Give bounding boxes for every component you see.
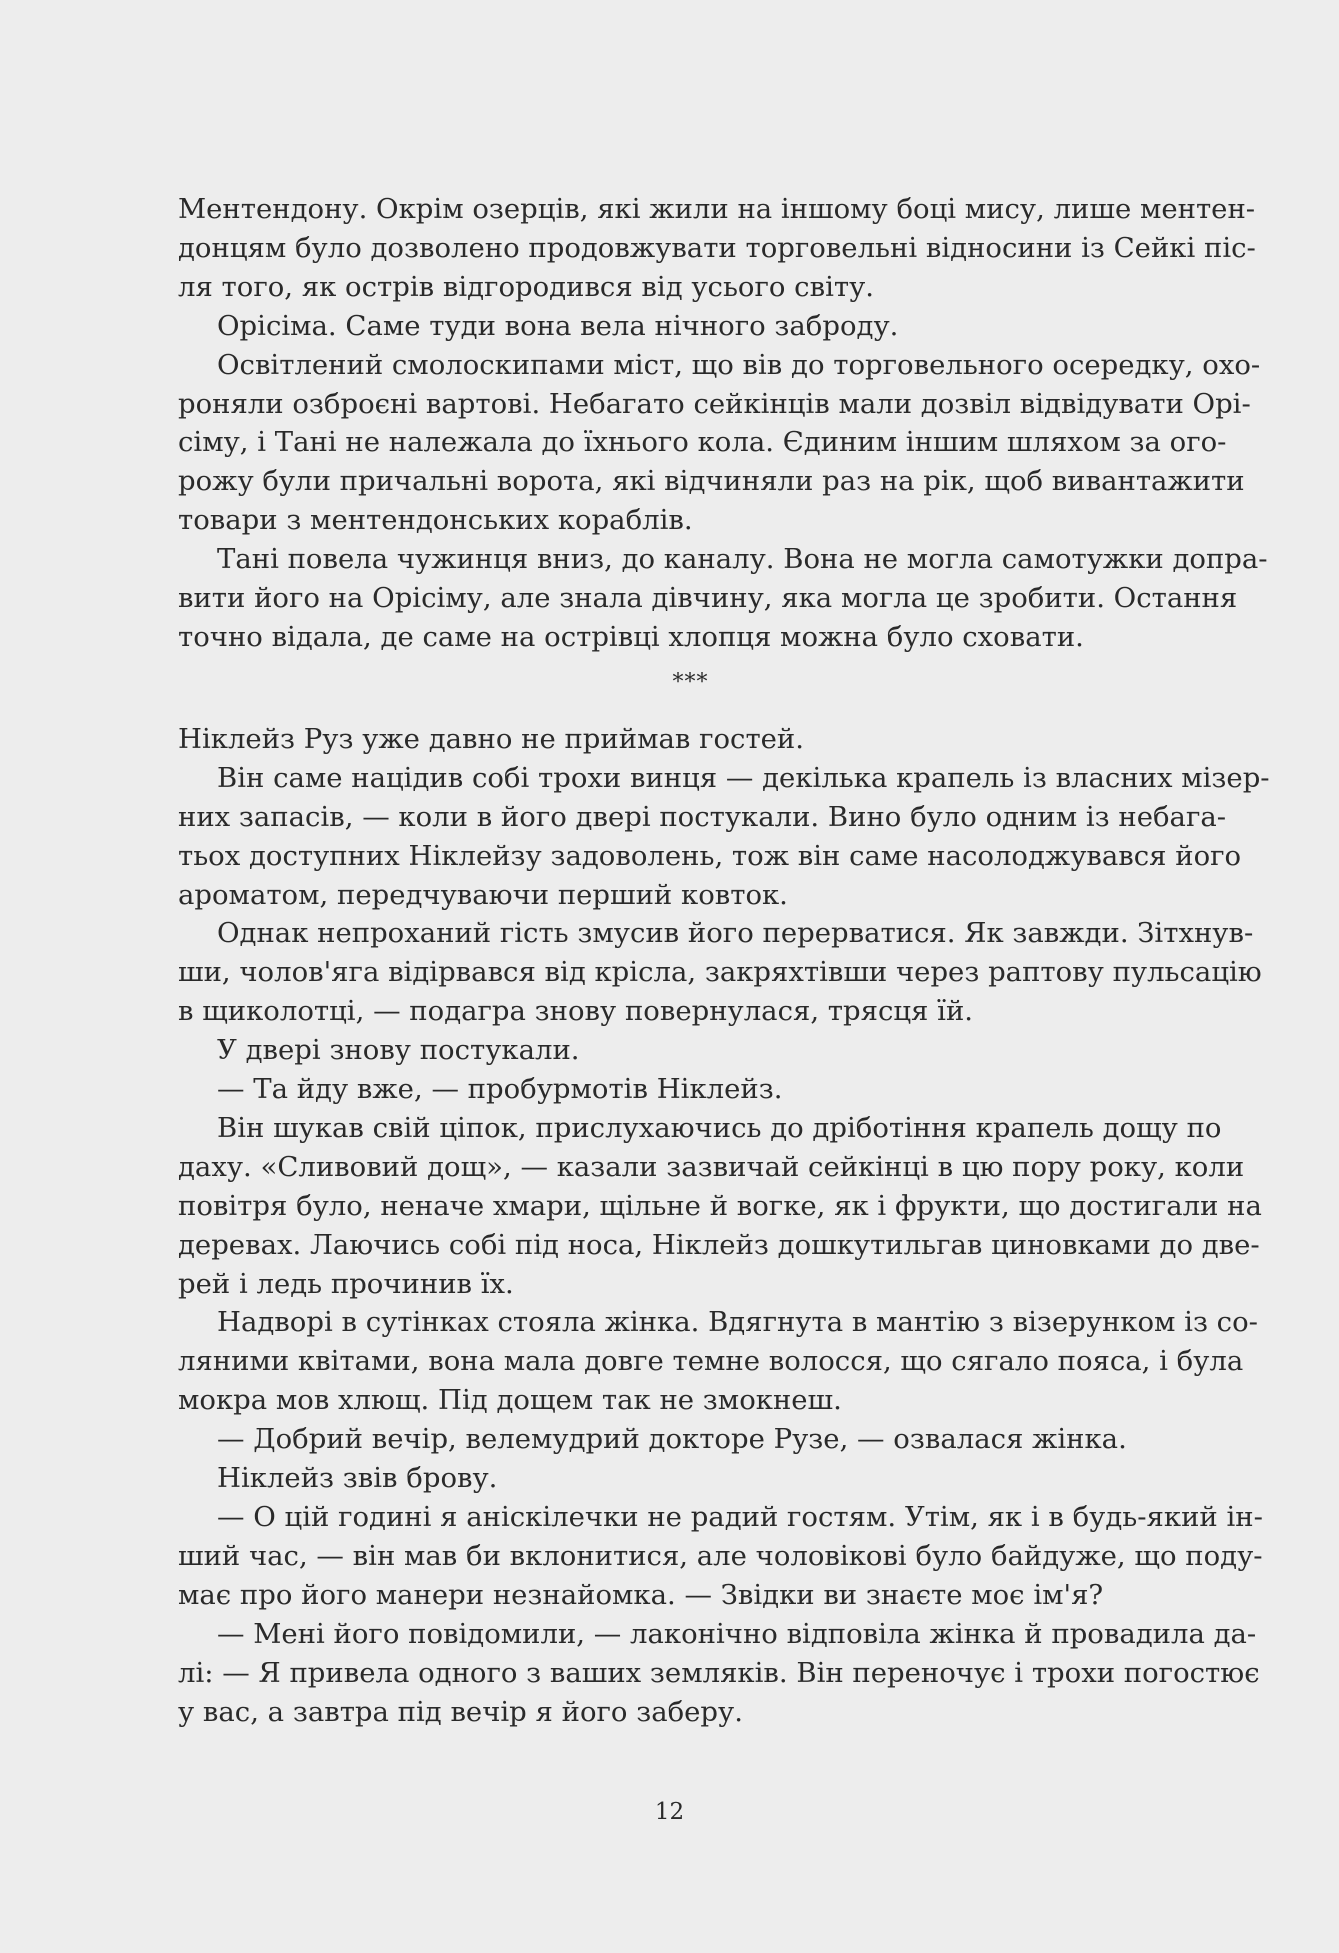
text-line: Ніклейз звів брову. [217, 1462, 498, 1495]
text-line: тьох доступних Ніклейзу задоволень, тож він саме насолоджувався його [178, 839, 1242, 872]
text-line: рей і ледь прочинив їх. [178, 1267, 514, 1300]
text-line: лі: — Я привела одного з ваших земляків. Він переночує і трохи погостює [178, 1656, 1260, 1689]
text-line: Він саме націдив собі трохи винця — декілька крапель із власних мізер- [217, 761, 1270, 794]
text-line: них запасів, — коли в його двері постукали. Вино було одним із небага- [178, 800, 1227, 833]
text-line: даху. «Сливовий дощ», — казали зазвичай сейкінці в цю пору року, коли [178, 1150, 1245, 1183]
paragraph [178, 307, 1203, 346]
text-line: — О цій годині я аніскілечки не радий гостям. Утім, як і в будь-який ін- [217, 1501, 1263, 1533]
page-number: 12 [654, 1799, 685, 1825]
text-line: Освітлений смолоскипами міст, що вів до торговельного осередку, охо- [217, 348, 1261, 381]
paragraph [178, 1459, 1203, 1498]
text-line: у вас, а завтра під вечір я його заберу. [178, 1695, 743, 1728]
text-line: У двері знову постукали. [217, 1034, 580, 1067]
paragraph [178, 1420, 1203, 1459]
text-section-after-separator [178, 720, 1270, 1732]
paragraph [178, 914, 1262, 1031]
text-line: мокра мов хлющ. Під дощем так не змокнеш. [178, 1384, 842, 1417]
text-line: Ніклейз Руз уже давно не приймав гостей. [178, 722, 805, 755]
paragraph [178, 1109, 1262, 1304]
text-line: роняли озброєні вартові. Небагато сейкінців мали дозвіл відвідувати Орі- [178, 387, 1251, 420]
text-line: — Добрий вечір, велемудрий докторе Рузе, — озвалася жінка. [217, 1423, 1127, 1456]
paragraph [178, 1031, 1203, 1070]
paragraph [178, 1303, 1258, 1420]
text-line: ля того, як острів відгородився від усього світу. [178, 270, 874, 303]
text-line: донцям було дозволено продовжувати торговельні відносини із Сейкі піс- [178, 231, 1256, 264]
text-section-before-separator [178, 190, 1268, 657]
text-line: вити його на Орісіму, але знала дівчину, яка могла це зробити. Остання [178, 582, 1238, 615]
text-line: ароматом, передчуваючи перший ковток. [178, 878, 788, 911]
paragraph [178, 346, 1261, 541]
paragraph [178, 1498, 1263, 1615]
text-line: Орісіма. Саме туди вона вела нічного заброду. [217, 309, 899, 342]
text-line: сіму, і Тані не належала до їхнього кола. Єдиним іншим шляхом за ого- [178, 426, 1227, 459]
text-line: повітря було, неначе хмари, щільне й вогке, як і фрукти, що достигали на [178, 1189, 1262, 1222]
text-line: рожу були причальні ворота, які відчиняли раз на рік, щоб вивантажити [178, 465, 1245, 498]
text-line: Ментендону. Окрім озерців, які жили на іншому боці мису, лише ментен- [178, 193, 1256, 225]
paragraph [178, 1070, 1203, 1109]
paragraph [178, 540, 1268, 657]
text-line: Однак непроханий гість змусив його перерватися. Як завжди. Зітхнув- [217, 917, 1254, 950]
text-line: точно відала, де саме на острівці хлопця можна було сховати. [178, 620, 1084, 653]
paragraph [178, 190, 1256, 307]
text-line: — Та йду вже, — пробурмотів Ніклейз. [217, 1073, 783, 1106]
text-line: Він шукав свій ціпок, прислухаючись до дріботіння крапель дощу по [217, 1111, 1222, 1144]
text-line: Надворі в сутінках стояла жінка. Вдягнута в мантію з візерунком із со- [217, 1306, 1258, 1339]
text-line: — Мені його повідомили, — лаконічно відповіла жінка й провадила да- [217, 1617, 1257, 1650]
paragraph [178, 759, 1270, 915]
paragraph [178, 1615, 1260, 1732]
text-line: Тані повела чужинця вниз, до каналу. Вона не могла самотужки допра- [217, 543, 1268, 576]
text-line: в щиколотці, — подагра знову повернулася, трясця їй. [178, 995, 974, 1028]
page-text-block [178, 190, 1270, 1731]
text-line: ляними квітами, вона мала довге темне волосся, що сягало пояса, і була [178, 1345, 1244, 1378]
text-line: товари з ментендонських кораблів. [178, 504, 693, 537]
text-line: ший час, — він мав би вклонитися, але чоловікові було байдуже, що поду- [178, 1539, 1263, 1572]
text-line: деревах. Лаючись собі під носа, Ніклейз дошкутильгав циновками до две- [178, 1228, 1260, 1261]
text-line: ши, чолов'яга відірвався від крісла, закряхтівши через раптову пульсацію [178, 956, 1262, 989]
paragraph [178, 720, 1203, 759]
section-separator: *** [672, 669, 709, 695]
text-line: має про його манери незнайомка. — Звідки ви знаєте моє ім'я? [178, 1578, 1104, 1611]
